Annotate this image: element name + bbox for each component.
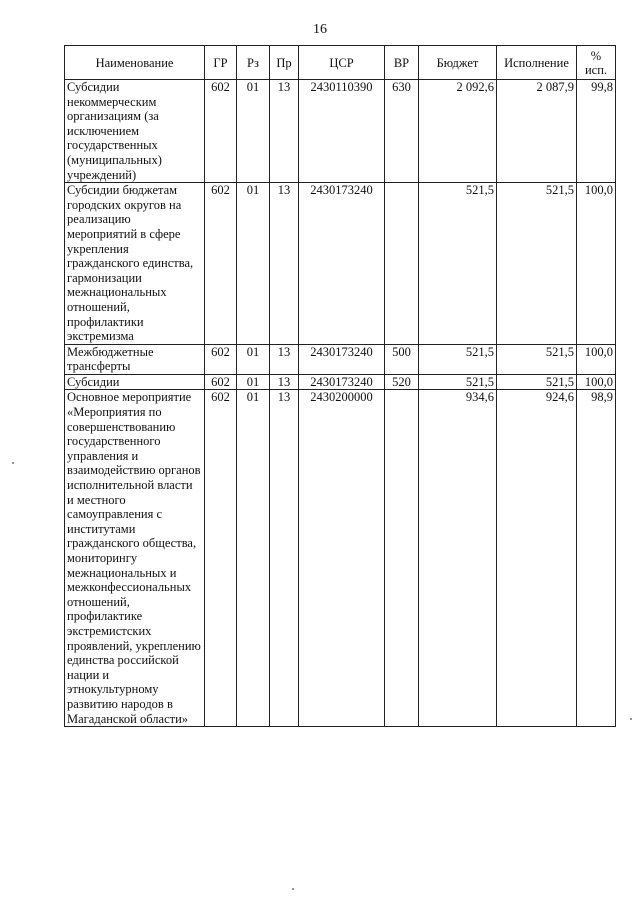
row-rz: 01 [237, 80, 270, 183]
header-pr: Пр [270, 46, 299, 80]
row-rz: 01 [237, 374, 270, 390]
row-percent: 99,8 [577, 80, 616, 183]
header-percent-label: исп. [584, 62, 608, 77]
row-budget: 2 092,6 [419, 80, 497, 183]
row-csr: 2430200000 [299, 390, 385, 727]
row-name: Субсидии некоммерческим организациям (за исключением государственных (муниципальных) учреждений) [65, 80, 205, 183]
row-gr: 602 [205, 183, 237, 345]
header-gr: ГР [205, 46, 237, 80]
row-percent: 100,0 [577, 344, 616, 374]
row-vr [385, 183, 419, 345]
row-vr [385, 390, 419, 727]
row-name: Межбюджетные трансферты [65, 344, 205, 374]
table-row [65, 390, 616, 727]
row-vr: 630 [385, 80, 419, 183]
row-vr: 520 [385, 374, 419, 390]
scan-speck [12, 462, 14, 464]
table-header-row [65, 46, 616, 80]
row-budget: 934,6 [419, 390, 497, 727]
row-budget: 521,5 [419, 344, 497, 374]
row-execution: 521,5 [497, 183, 577, 345]
row-percent: 98,9 [577, 390, 616, 727]
row-percent: 100,0 [577, 374, 616, 390]
budget-execution-table [64, 45, 616, 727]
row-pr: 13 [270, 344, 299, 374]
header-percent-sign: % [590, 48, 602, 63]
scan-speck [630, 718, 632, 720]
row-execution: 521,5 [497, 374, 577, 390]
row-pr: 13 [270, 183, 299, 345]
header-budget: Бюджет [419, 46, 497, 80]
row-name: Субсидии бюджетам городских округов на реализацию мероприятий в сфере укрепления гражданского единства, гармонизации межнациональных отношений, профилактики экстремизма [65, 183, 205, 345]
row-budget: 521,5 [419, 374, 497, 390]
row-csr: 2430173240 [299, 183, 385, 345]
row-gr: 602 [205, 390, 237, 727]
row-gr: 602 [205, 374, 237, 390]
row-execution: 521,5 [497, 344, 577, 374]
header-vr: ВР [385, 46, 419, 80]
row-execution: 2 087,9 [497, 80, 577, 183]
row-rz: 01 [237, 344, 270, 374]
row-name: Субсидии [65, 374, 205, 390]
row-gr: 602 [205, 80, 237, 183]
row-pr: 13 [270, 80, 299, 183]
page-number: 16 [313, 22, 327, 37]
row-rz: 01 [237, 390, 270, 727]
row-vr: 500 [385, 344, 419, 374]
row-csr: 2430110390 [299, 80, 385, 183]
header-name: Наименование [65, 46, 205, 80]
row-pr: 13 [270, 374, 299, 390]
row-rz: 01 [237, 183, 270, 345]
table-row [65, 80, 616, 183]
table-row [65, 183, 616, 345]
row-budget: 521,5 [419, 183, 497, 345]
header-execution: Исполнение [497, 46, 577, 80]
header-rz: Рз [237, 46, 270, 80]
row-percent: 100,0 [577, 183, 616, 345]
row-csr: 2430173240 [299, 374, 385, 390]
scan-speck [292, 888, 294, 890]
row-name: Основное мероприятие «Мероприятия по совершенствованию государственного управления и взаимодействию органов исполнительной власти и местного самоуправления с институтами гражданского общества, мониторингу межнациональных и межконфессиональных отношений, профилактике экстремистских проявлений, укреплению единства российской нации и этнокультурному развитию народов в Магаданской области» [65, 390, 205, 727]
row-execution: 924,6 [497, 390, 577, 727]
row-pr: 13 [270, 390, 299, 727]
row-gr: 602 [205, 344, 237, 374]
table-row [65, 374, 616, 390]
row-csr: 2430173240 [299, 344, 385, 374]
header-csr: ЦСР [299, 46, 385, 80]
header-percent [577, 46, 616, 80]
table-row [65, 344, 616, 374]
